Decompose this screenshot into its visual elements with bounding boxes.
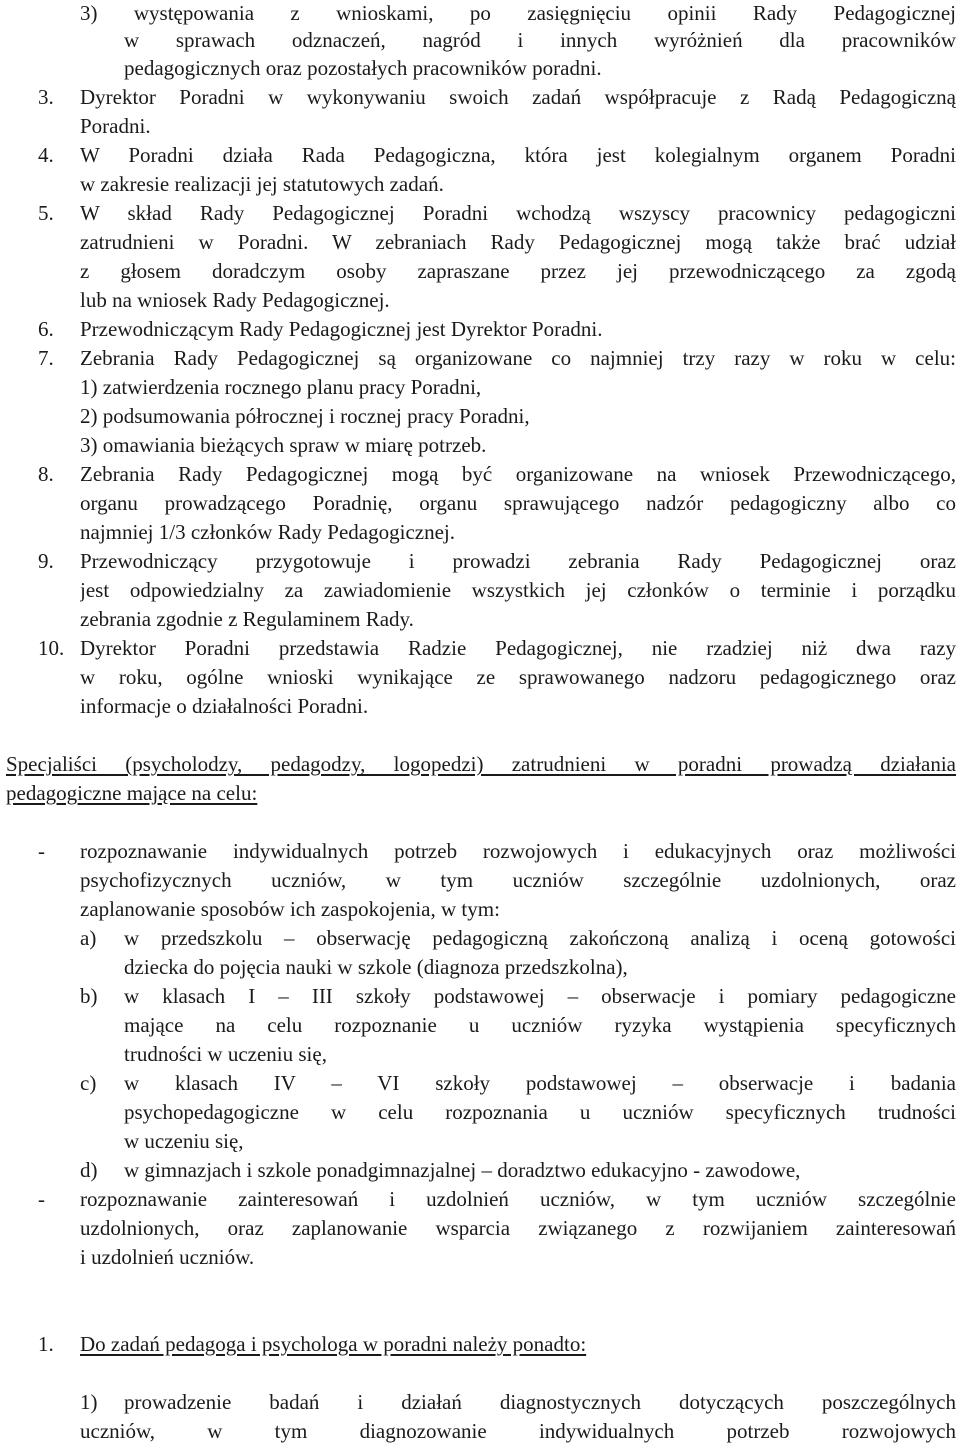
text-line: uczniów, w tym diagnozowanie indywidualnych potrzeb rozwojowych — [80, 1419, 956, 1443]
text-line: mające na celu rozpoznanie u uczniów ryzyka wystąpienia specyficznych — [124, 1013, 956, 1037]
text-line: w gimnazjach i szkole ponadgimnazjalnej – doradztwo edukacyjno - zawodowe, — [124, 1158, 801, 1182]
text-line: 3) występowania z wnioskami, po zasięgnięciu opinii Rady Pedagogicznej — [80, 1, 956, 25]
text-line: Dyrektor Poradni przedstawia Radzie Pedagogicznej, nie rzadziej niż dwa razy — [80, 636, 956, 660]
text-line: w roku, ogólne wnioski wynikające ze sprawowanego nadzoru pedagogicznego oraz — [80, 665, 956, 689]
text-line: organu prowadzącego Poradnię, organu sprawującego nadzór pedagogiczny albo co — [80, 491, 956, 515]
item-number: 1. — [38, 1332, 54, 1356]
text-line: dziecka do pojęcia nauki w szkole (diagnoza przedszkolna), — [124, 955, 628, 979]
section-heading: pedagogiczne mające na celu: — [6, 781, 258, 805]
text-line: zebrania zgodnie z Regulaminem Rady. — [80, 607, 414, 631]
text-line: jest odpowiedzialny za zawiadomienie wszystkich jej członków o terminie i porządku — [80, 578, 956, 602]
text-line: w klasach I – III szkoły podstawowej – obserwacje i pomiary pedagogiczne — [124, 984, 956, 1008]
text-line: 3) omawiania bieżących spraw w miarę potrzeb. — [80, 433, 487, 457]
text-line: w sprawach odznaczeń, nagród i innych wyróżnień dla pracowników — [124, 28, 956, 52]
text-line: uzdolnionych, oraz zaplanowanie wsparcia związanego z rozwijaniem zainteresowań — [80, 1216, 956, 1240]
item-number: 5. — [38, 201, 54, 225]
item-letter: d) — [80, 1158, 98, 1182]
text-line: prowadzenie badań i działań diagnostycznych dotyczących poszczególnych — [124, 1390, 956, 1414]
text-line: najmniej 1/3 członków Rady Pedagogicznej. — [80, 520, 455, 544]
text-line: w klasach IV – VI szkoły podstawowej – obserwacje i badania — [124, 1071, 956, 1095]
text-line: W skład Rady Pedagogicznej Poradni wchodzą wszyscy pracownicy pedagogiczni — [80, 201, 956, 225]
text-line: zatrudnieni w Poradni. W zebraniach Rady Pedagogicznej mogą także brać udział — [80, 230, 956, 254]
text-line: w uczeniu się, — [124, 1129, 244, 1153]
item-letter: b) — [80, 984, 98, 1008]
text-line: psychopedagogiczne w celu rozpoznania u uczniów specyficznych trudności — [124, 1100, 956, 1124]
item-number: 1) — [80, 1390, 98, 1414]
item-letter: a) — [80, 926, 97, 950]
text-line: Przewodniczącym Rady Pedagogicznej jest Dyrektor Poradni. — [80, 317, 603, 341]
text-line: pedagogicznych oraz pozostałych pracowników poradni. — [124, 56, 602, 80]
text-line: 1) zatwierdzenia rocznego planu pracy Poradni, — [80, 375, 482, 399]
text-line: Przewodniczący przygotowuje i prowadzi zebrania Rady Pedagogicznej oraz — [80, 549, 956, 573]
item-number: 4. — [38, 143, 54, 167]
item-number: 6. — [38, 317, 54, 341]
item-letter: c) — [80, 1071, 97, 1095]
text-line: rozpoznawanie zainteresowań i uzdolnień uczniów, w tym uczniów szczególnie — [80, 1187, 956, 1211]
dash-bullet: - — [38, 839, 45, 863]
text-line: Poradni. — [80, 114, 151, 138]
text-line: i uzdolnień uczniów. — [80, 1245, 255, 1269]
text-line: zaplanowanie sposobów ich zaspokojenia, w tym: — [80, 897, 500, 921]
text-line: W Poradni działa Rada Pedagogiczna, która jest kolegialnym organem Poradni — [80, 143, 956, 167]
text-line: w przedszkolu – obserwację pedagogiczną zakończoną analizą i oceną gotowości — [124, 926, 956, 950]
text-line: lub na wniosek Rady Pedagogicznej. — [80, 288, 390, 312]
item-number: 9. — [38, 549, 54, 573]
subsection-heading: Do zadań pedagoga i psychologa w poradni należy ponadto: — [80, 1332, 587, 1356]
text-line: 2) podsumowania półrocznej i rocznej pracy Poradni, — [80, 404, 530, 428]
text-line: z głosem doradczym osoby zapraszane przez jej przewodniczącego za zgodą — [80, 259, 956, 283]
text-line: Dyrektor Poradni w wykonywaniu swoich zadań współpracuje z Radą Pedagogiczną — [80, 85, 956, 109]
item-number: 3. — [38, 85, 54, 109]
dash-bullet: - — [38, 1187, 45, 1211]
item-number: 7. — [38, 346, 54, 370]
text-line: rozpoznawanie indywidualnych potrzeb rozwojowych i edukacyjnych oraz możliwości — [80, 839, 956, 863]
text-line: informacje o działalności Poradni. — [80, 694, 369, 718]
text-line: trudności w uczeniu się, — [124, 1042, 327, 1066]
section-heading: Specjaliści (psycholodzy, pedagodzy, logopedzi) zatrudnieni w poradni prowadzą działania — [6, 752, 956, 776]
item-number: 8. — [38, 462, 54, 486]
text-line: Zebrania Rady Pedagogicznej są organizowane co najmniej trzy razy w roku w celu: — [80, 346, 956, 370]
item-number: 10. — [38, 636, 65, 660]
text-line: w zakresie realizacji jej statutowych zadań. — [80, 172, 444, 196]
text-line: psychofizycznych uczniów, w tym uczniów szczególnie uzdolnionych, oraz — [80, 868, 956, 892]
text-line: Zebrania Rady Pedagogicznej mogą być organizowane na wniosek Przewodniczącego, — [80, 462, 956, 486]
